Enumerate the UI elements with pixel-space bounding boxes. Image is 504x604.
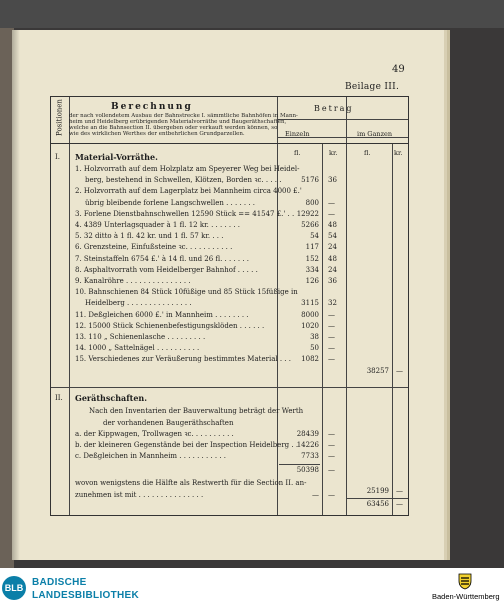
col-rule-fl1 [322, 143, 323, 515]
section-1-total-kr: — [396, 367, 403, 375]
material-row-kr: 36 [328, 176, 337, 185]
material-row-kr: — [328, 209, 335, 218]
material-row-text: 12. 15000 Stück Schienenbefestigungsklöden . . . . . . [75, 321, 265, 330]
material-row-kr: 24 [328, 243, 337, 252]
material-row-fl: 5266 [301, 221, 319, 229]
equipment-row-fl: 14226 [296, 441, 319, 449]
kr-unit-ganzen: kr. [394, 149, 403, 157]
material-row-fl: 126 [305, 277, 319, 285]
material-row-kr: — [328, 310, 335, 319]
section-2-total-kr: — [396, 487, 403, 495]
material-row-fl: 334 [305, 265, 319, 274]
material-row-kr: 54 [328, 232, 337, 241]
equipment-row-text: b. der kleineren Gegenstände bei der Inspection Heidelberg . . [75, 441, 299, 449]
material-row-text: 13. 110 „ Schienenlasche . . . . . . . . . [75, 333, 206, 341]
material-row-fl: 800 [305, 198, 319, 207]
material-row-text: 8. Asphaltvorrath vom Heidelberger Bahnhof . . . . . [75, 265, 258, 274]
material-row-fl: 50 [310, 344, 319, 353]
row-rule-betrag [277, 119, 408, 120]
material-row-text: übrig bleibende forlene Langschwellen . . . . . . . [85, 198, 256, 207]
material-row-kr: — [328, 344, 335, 353]
material-row-text: 1. Holzvorrath auf dem Holzplatz am Speyerer Weg bei Heidel- [75, 165, 300, 173]
header-bottom-rule [51, 143, 408, 144]
material-row-kr: — [328, 355, 335, 364]
fl-unit-ganzen: fl. [364, 149, 371, 157]
material-row-fl: 38 [310, 333, 319, 341]
material-row-text: 5. 32 ditto à 1 fl. 42 kr. und 1 fl. 57 kr. . . . [75, 232, 224, 241]
library-name-line-2: LANDESBIBLIOTHEK [32, 590, 140, 601]
section-1-total-fl: 38257 [366, 367, 389, 375]
section-2-outro-fl: — [312, 491, 319, 499]
material-row-text: 15. Verschiedenes zur Veräußerung bestimmtes Material . . . [75, 355, 291, 364]
material-row-kr: — [328, 333, 335, 341]
material-row-fl: 3115 [301, 299, 319, 308]
spine-shadow [12, 30, 20, 560]
material-row-text: 3. Forlene Dienstbahnschwellen 12590 Stück == 41547 £.' . . [75, 209, 295, 218]
library-name-line-1: BADISCHE [32, 577, 87, 588]
equipment-row-kr: — [328, 452, 335, 460]
im-ganzen-header: im Ganzen [357, 130, 393, 138]
section-2-subtotal-fl: 50398 [296, 466, 319, 474]
positions-header: Positionen [55, 99, 64, 136]
section-2-outro-2: zunehmen ist mit . . . . . . . . . . . . . . . [75, 491, 204, 499]
material-row-text: 9. Kanalröhre . . . . . . . . . . . . . . . [75, 277, 191, 285]
section-2-title: Geräthschaften. [75, 393, 148, 403]
material-row-kr: — [328, 321, 335, 330]
col-rule-text [277, 97, 278, 515]
title-subtext-4: wie des wirklichen Werthes der entbehrlichen Grundparzellen. [69, 131, 245, 137]
material-row-kr: — [328, 198, 335, 207]
material-row-fl: 5176 [301, 176, 319, 185]
col-rule-positions [69, 97, 70, 515]
section-2-subtotal-kr: — [328, 466, 335, 474]
section-2-number: II. [55, 394, 63, 402]
table-title: Berechnung [111, 102, 193, 112]
material-row-text: 10. Bahnschienen 84 Stück 10füßige und 85 Stück 15füßige in [75, 288, 298, 297]
material-row-text: 2. Holzvorrath auf dem Lagerplatz bei Mannheim circa 4000 £.' [75, 187, 302, 196]
material-row-text: 14. 1000 „ Sattelnägel . . . . . . . . . . [75, 344, 200, 353]
blb-logo[interactable]: BLB [2, 576, 26, 600]
material-row-kr: 48 [328, 254, 337, 263]
title-subtext-1: der nach vollendetem Ausbau der Bahnstrecke I. sämmtliche Bahnhöfen in Mann- [69, 113, 298, 119]
grand-total-kr: — [396, 500, 403, 508]
equipment-row-fl: 7733 [301, 452, 319, 460]
equipment-row-kr: — [328, 441, 335, 449]
material-row-kr: 32 [328, 299, 337, 308]
subtotal-rule [279, 464, 320, 465]
betrag-header: Betrag [314, 104, 354, 113]
material-row-text: berg, bestehend in Schwellen, Klötzen, Borden ꝛc. . . . . [85, 176, 282, 185]
material-row-fl: 1020 [301, 321, 319, 330]
material-row-fl: 117 [305, 243, 319, 252]
appendix-label: Beilage III. [345, 82, 400, 92]
calculation-table [50, 96, 409, 516]
fl-unit-einzeln: fl. [294, 149, 301, 157]
page-number: 49 [392, 64, 405, 75]
material-row-text: 6. Grenzsteine, Einfußsteine ꝛc. . . . . . . . . . . [75, 243, 233, 252]
grand-total-fl: 63456 [366, 500, 389, 508]
einzeln-header: Einzeln [285, 130, 310, 138]
material-row-kr: 36 [328, 277, 337, 285]
material-row-fl: 8000 [301, 310, 319, 319]
material-row-kr: 48 [328, 221, 337, 229]
section-2-intro-1: Nach den Inventarien der Bauverwaltung beträgt der Werth [89, 407, 304, 415]
col-rule-einzeln [346, 97, 347, 515]
material-row-fl: 12922 [296, 209, 319, 218]
material-row-text: 11. Deßgleichen 6000 £.' in Mannheim . . . . . . . . [75, 310, 249, 319]
section-2-total-fl: 25199 [366, 487, 389, 495]
material-row-fl: 54 [310, 232, 319, 241]
material-row-kr: 24 [328, 265, 337, 274]
material-row-fl: 1082 [301, 355, 319, 364]
title-subtext-2: heim und Heidelberg erübrigenden Materialvorräthe und Baugeräthschaften, [69, 119, 287, 125]
material-row-text: Heidelberg . . . . . . . . . . . . . . . [85, 299, 192, 308]
section-1-title: Material-Vorräthe. [75, 152, 158, 162]
title-subtext-3: welche an die Bahnsection II. übergeben oder verkauft werden können, so [69, 125, 278, 131]
cover-top-edge [0, 0, 504, 28]
equipment-row-text: c. Deßgleichen in Mannheim . . . . . . . . . . . [75, 452, 227, 460]
equipment-row-text: a. der Kippwagen, Trollwagen ꝛc. . . . . . . . . . [75, 430, 234, 438]
section-2-outro-kr: — [328, 491, 335, 499]
section-2-intro-2: der vorhandenen Baugeräthschaften [103, 419, 234, 427]
material-row-text: 4. 4389 Unterlagsquader à 1 fl. 12 kr. . . . . . . . [75, 221, 241, 229]
section-rule [51, 387, 408, 388]
equipment-row-fl: 28439 [296, 430, 319, 438]
state-name: Baden-Württemberg [432, 592, 500, 601]
col-rule-fl2 [392, 143, 393, 515]
grand-total-rule [347, 498, 408, 499]
section-2-outro-1: wovon wenigstens die Hälfte als Restwerth für die Section II. an- [75, 479, 307, 487]
kr-unit-einzeln: kr. [329, 149, 338, 157]
equipment-row-kr: — [328, 430, 335, 438]
section-1-number: I. [55, 153, 60, 161]
material-row-fl: 152 [305, 254, 319, 263]
state-crest-icon [456, 572, 474, 590]
material-row-text: 7. Steinstaffeln 6754 £.' à 14 fl. und 26 fl. . . . . . . [75, 254, 250, 263]
